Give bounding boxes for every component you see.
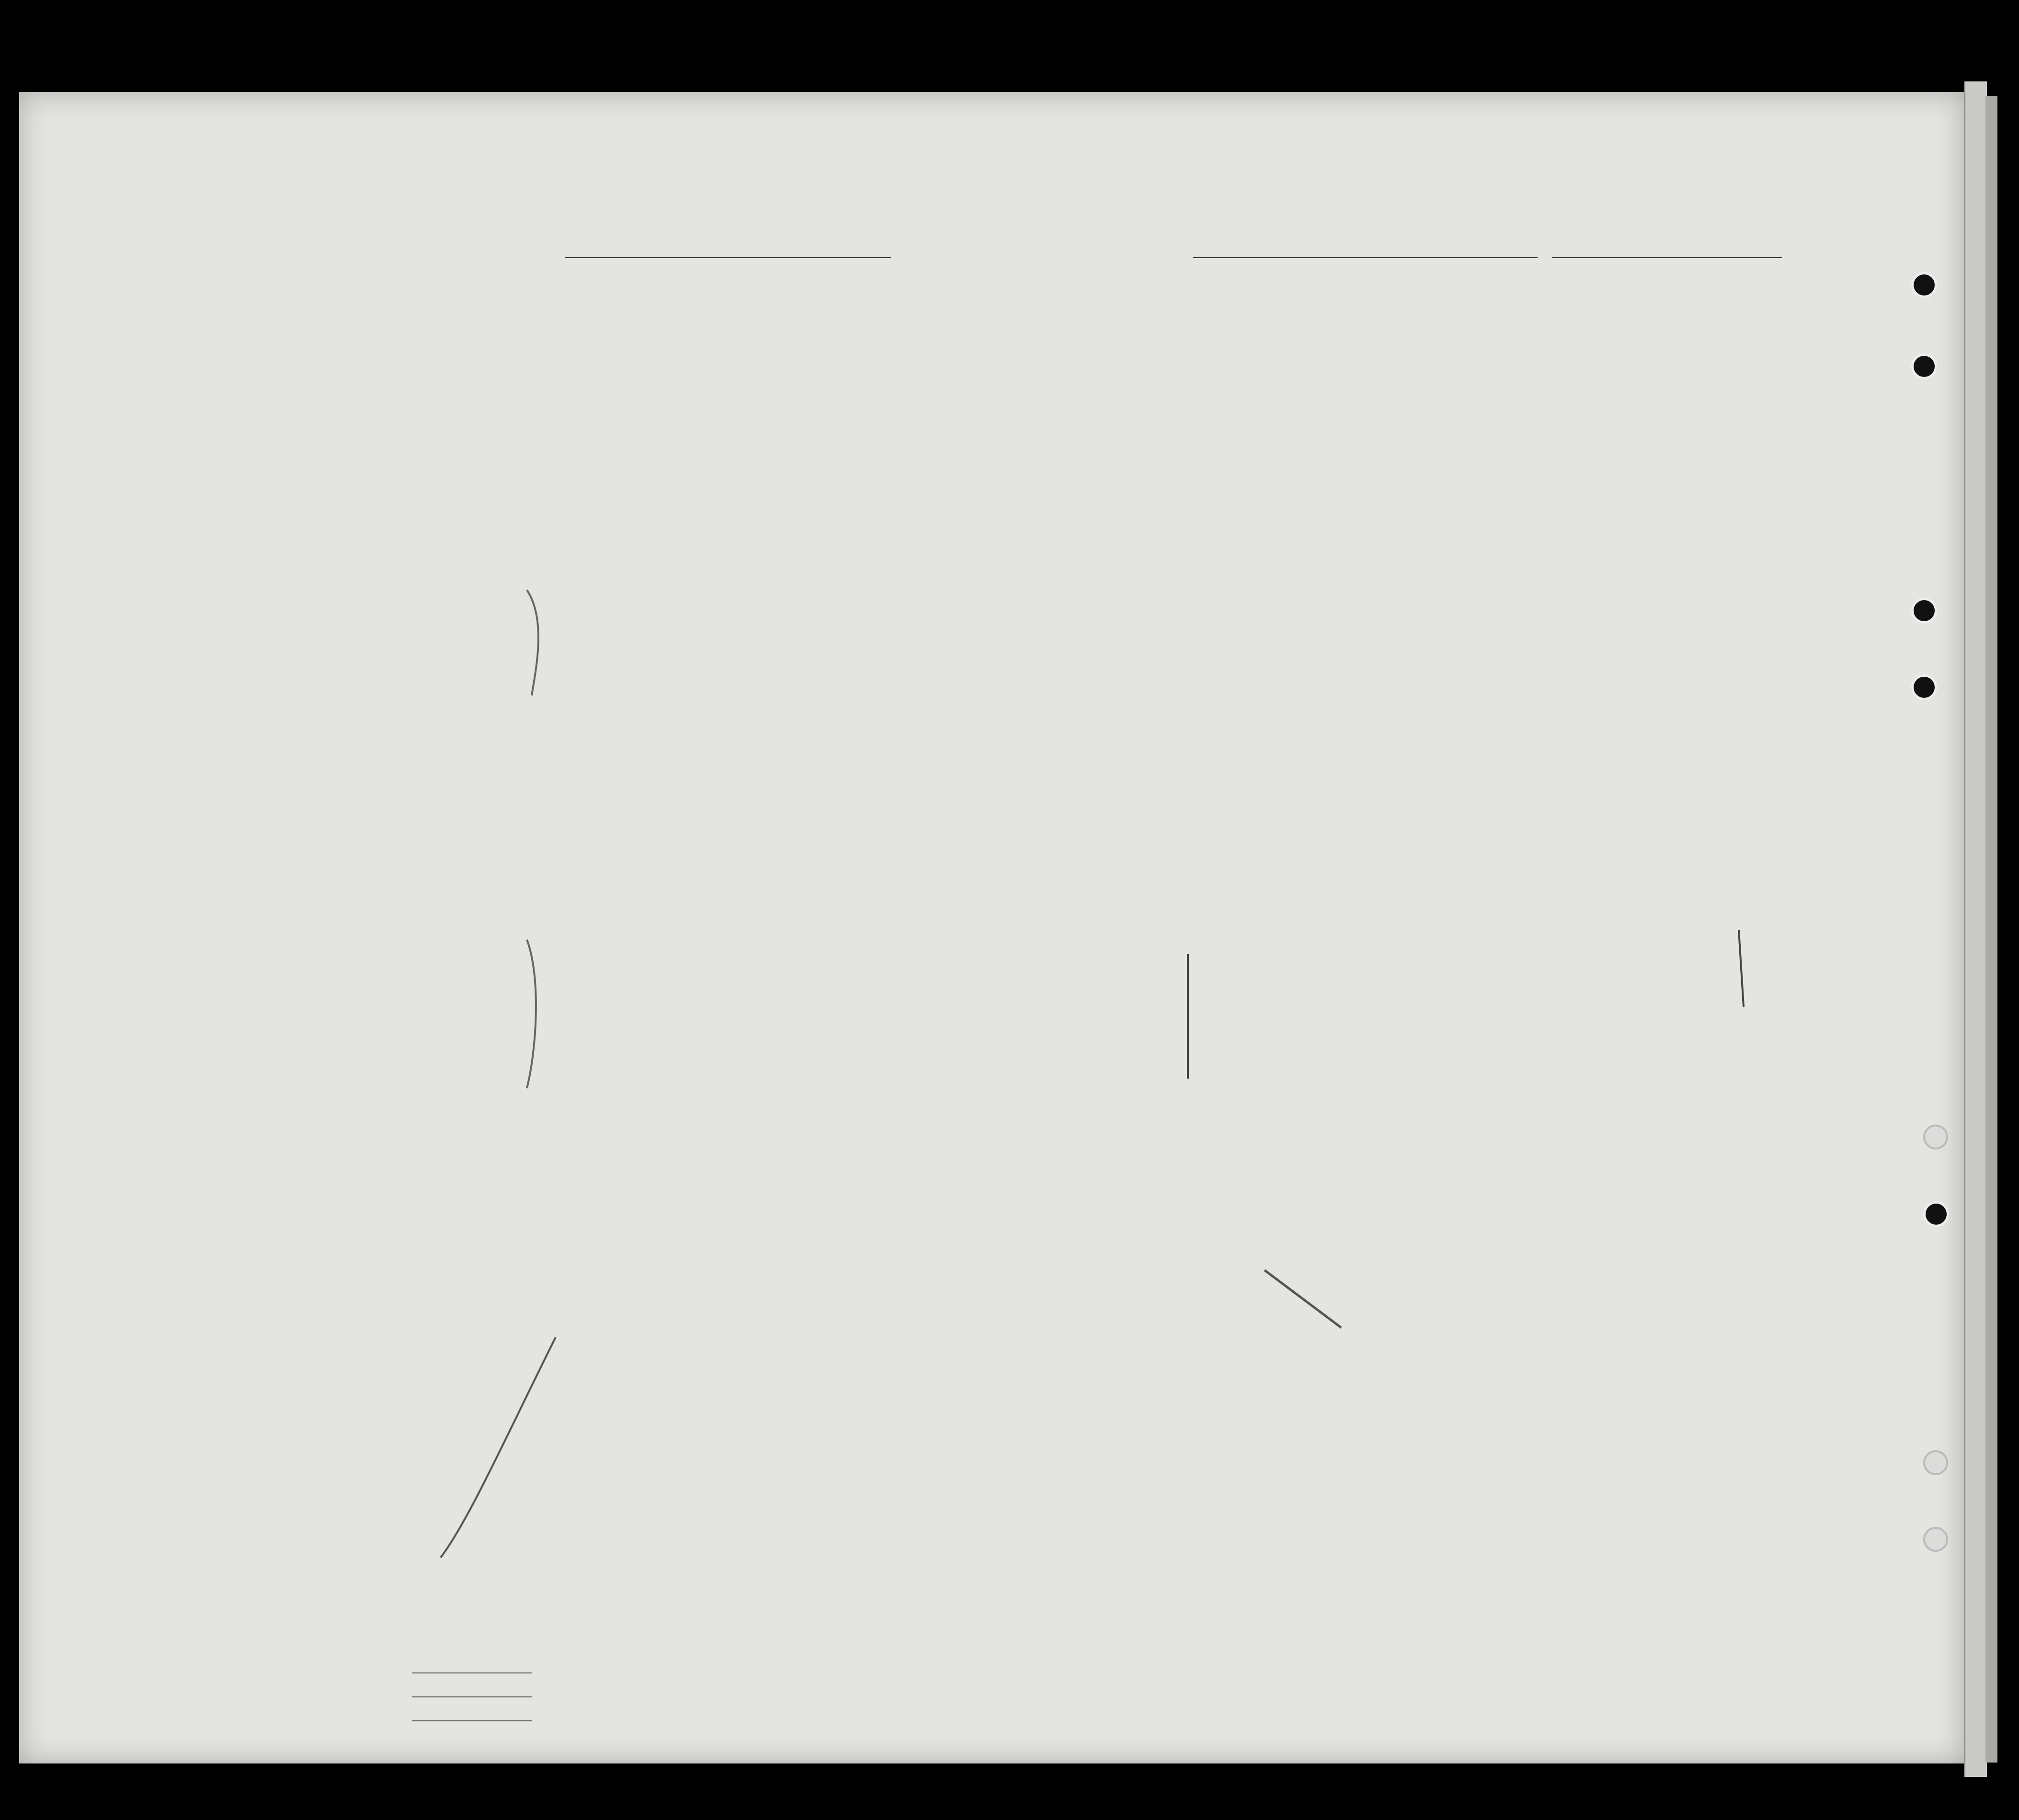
pen-strokes — [19, 92, 1964, 1763]
binder-hole — [1923, 1201, 1949, 1227]
manifest-sheet — [19, 92, 1964, 1763]
binder-hole — [1923, 1125, 1948, 1149]
binder-hole — [1911, 272, 1937, 298]
page-edge — [1964, 81, 1987, 1777]
page-edge-shadow — [1985, 96, 1997, 1763]
footer-aliens — [287, 1711, 302, 1722]
binder-hole — [1923, 1450, 1948, 1475]
binder-hole — [1911, 598, 1937, 624]
footer-us-citizens — [263, 1687, 278, 1698]
footer-total-passengers — [244, 1663, 259, 1674]
binder-hole — [1911, 353, 1937, 379]
binder-hole — [1923, 1527, 1948, 1552]
binder-hole — [1911, 674, 1937, 700]
